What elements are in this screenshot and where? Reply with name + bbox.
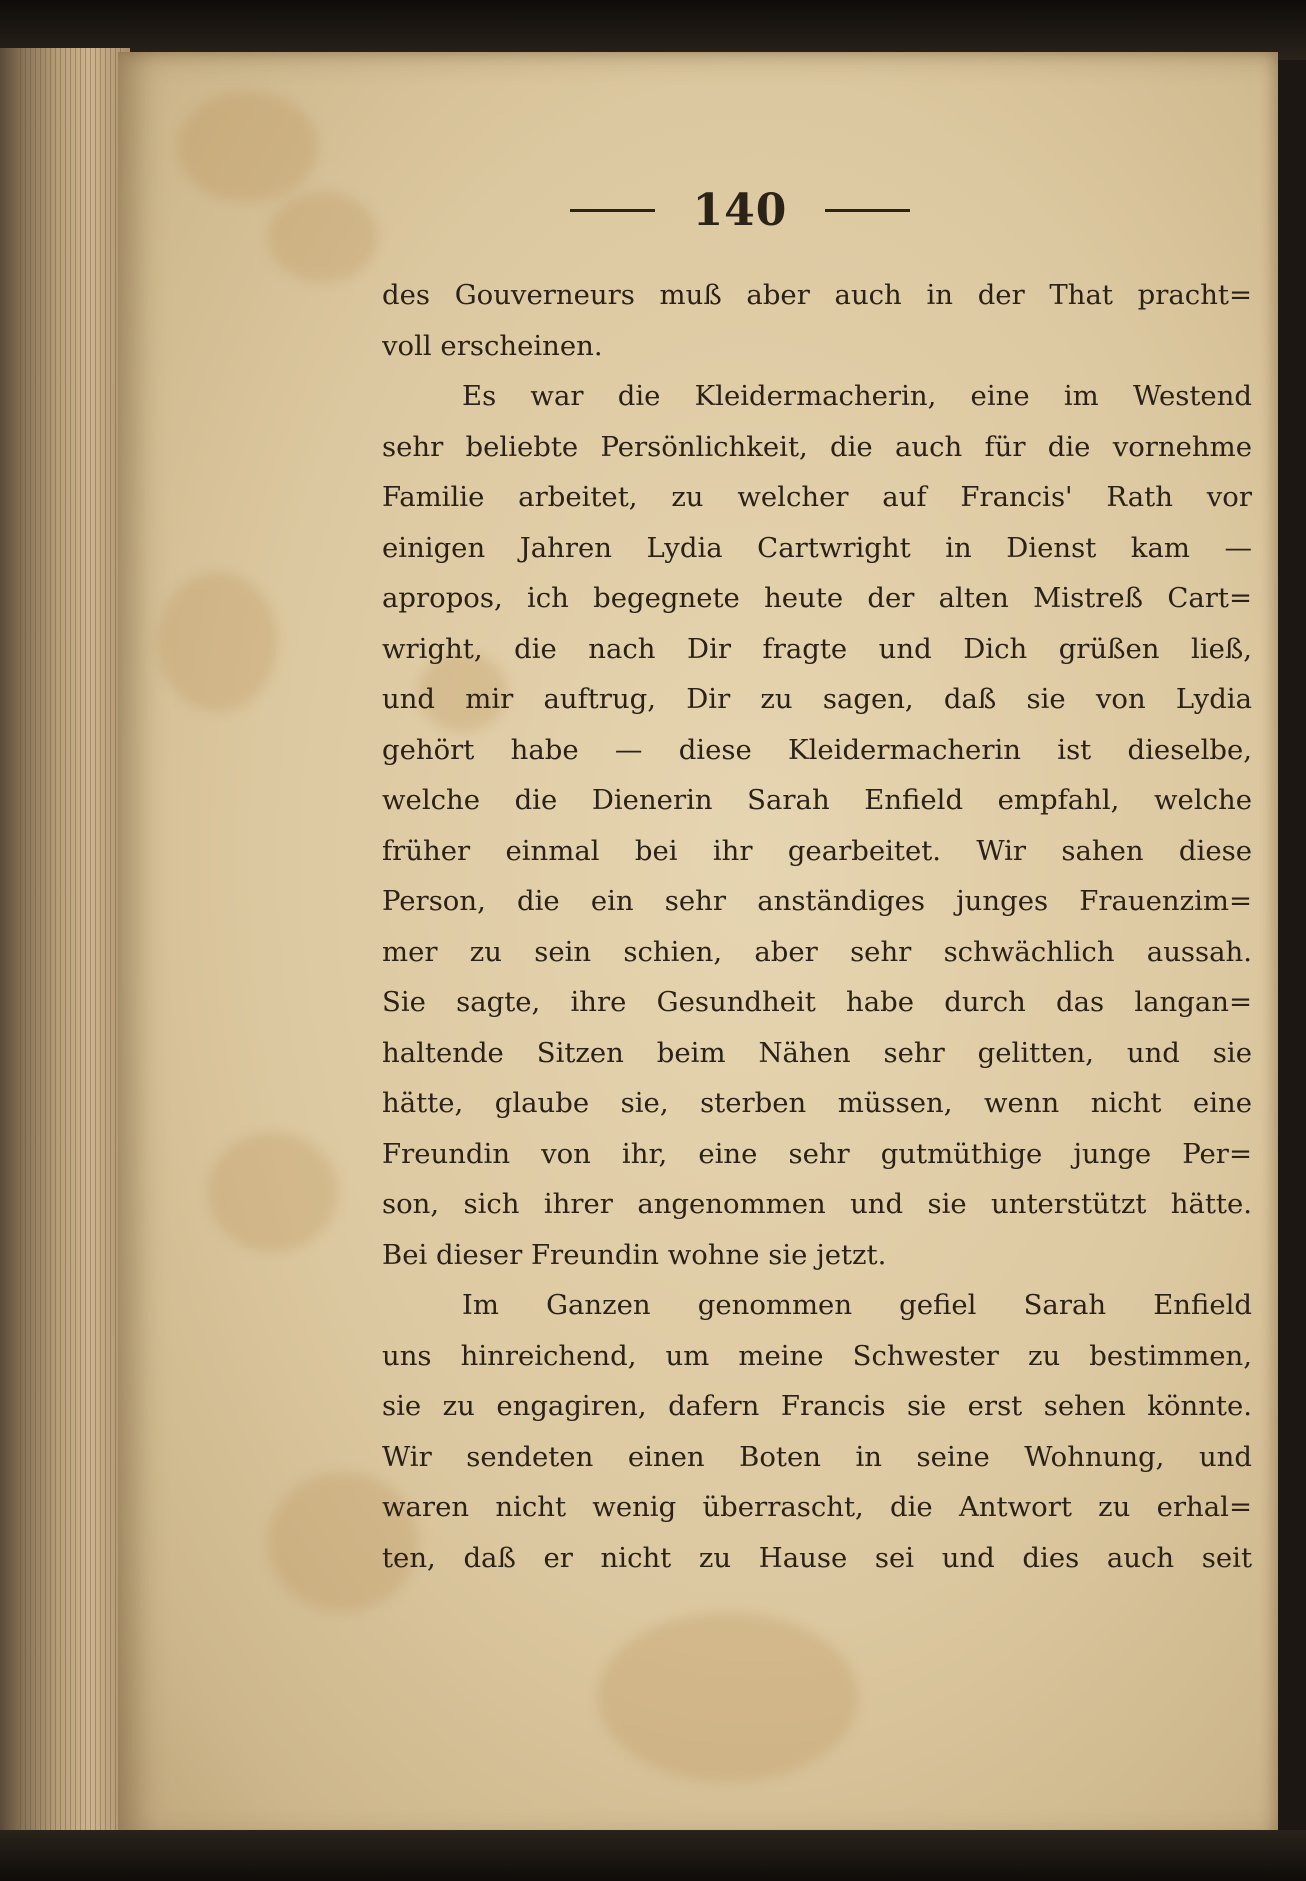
text-line: einigen Jahren Lydia Cartwright in Dienst kam — (382, 531, 1252, 564)
text-line: und mir auftrug, Dir zu sagen, daß sie von Lydia (382, 683, 1252, 715)
text-line: Familie arbeitet, zu welcher auf Francis' Rath vor (382, 481, 1252, 513)
text-line: son, sich ihrer angenommen und sie unterstützt hätte. (382, 1188, 1252, 1220)
text-line: waren nicht wenig überrascht, die Antwort zu erhal= (382, 1491, 1252, 1523)
header-rule-right (825, 209, 910, 212)
text-line: apropos, ich begegnete heute der alten Mistreß Cart= (382, 582, 1252, 614)
text-line: des Gouverneurs muß aber auch in der That pracht= (382, 279, 1252, 311)
text-line: hätte, glaube sie, sterben müssen, wenn nicht eine (382, 1087, 1252, 1119)
text-line: haltende Sitzen beim Nähen sehr gelitten, und sie (382, 1036, 1252, 1069)
text-line: Bei dieser Freundin wohne sie jetzt. (382, 1238, 887, 1271)
text-line: uns hinreichend, um meine Schwester zu bestimmen, (382, 1339, 1252, 1372)
text-line: voll erscheinen. (382, 329, 603, 362)
text-line: welche die Dienerin Sarah Enfield empfahl, welche (382, 784, 1252, 816)
text-line: Im Ganzen genommen gefiel Sarah Enfield (462, 1289, 1252, 1321)
text-line: Person, die ein sehr anständiges junges Frauenzim= (382, 885, 1252, 917)
foxing-stain (598, 1612, 858, 1782)
scanner-background-bottom (0, 1830, 1306, 1881)
text-line: früher einmal bei ihr gearbeitet. Wir sahen diese (382, 834, 1252, 867)
text-line: wright, die nach Dir fragte und Dich grüßen ließ, (382, 632, 1252, 665)
text-line: Freundin von ihr, eine sehr gutmüthige junge Per= (382, 1137, 1252, 1170)
page-stack-edge (0, 48, 130, 1838)
body-text (382, 270, 1252, 1583)
foxing-stain (208, 1132, 338, 1252)
page-number: 140 (692, 184, 788, 236)
foxing-stain (178, 92, 318, 202)
text-line: sehr beliebte Persönlichkeit, die auch für die vornehme (382, 430, 1252, 463)
header-rule-left (570, 209, 655, 212)
text-line: Sie sagte, ihre Gesundheit habe durch das langan= (382, 986, 1252, 1018)
text-line: gehört habe — diese Kleidermacherin ist dieselbe, (382, 733, 1252, 766)
foxing-stain (158, 572, 278, 712)
text-line: mer zu sein schien, aber sehr schwächlich aussah. (382, 935, 1252, 968)
text-line: sie zu engagiren, dafern Francis sie erst sehen könnte. (382, 1390, 1252, 1422)
page-edge-lines (20, 48, 125, 1838)
page-header (500, 175, 980, 245)
text-line: Es war die Kleidermacherin, eine im Westend (462, 380, 1252, 412)
foxing-stain (268, 192, 378, 282)
text-line: Wir sendeten einen Boten in seine Wohnung, und (382, 1440, 1252, 1473)
text-line: ten, daß er nicht zu Hause sei und dies auch seit (382, 1541, 1252, 1574)
scanner-background-top (0, 0, 1306, 60)
